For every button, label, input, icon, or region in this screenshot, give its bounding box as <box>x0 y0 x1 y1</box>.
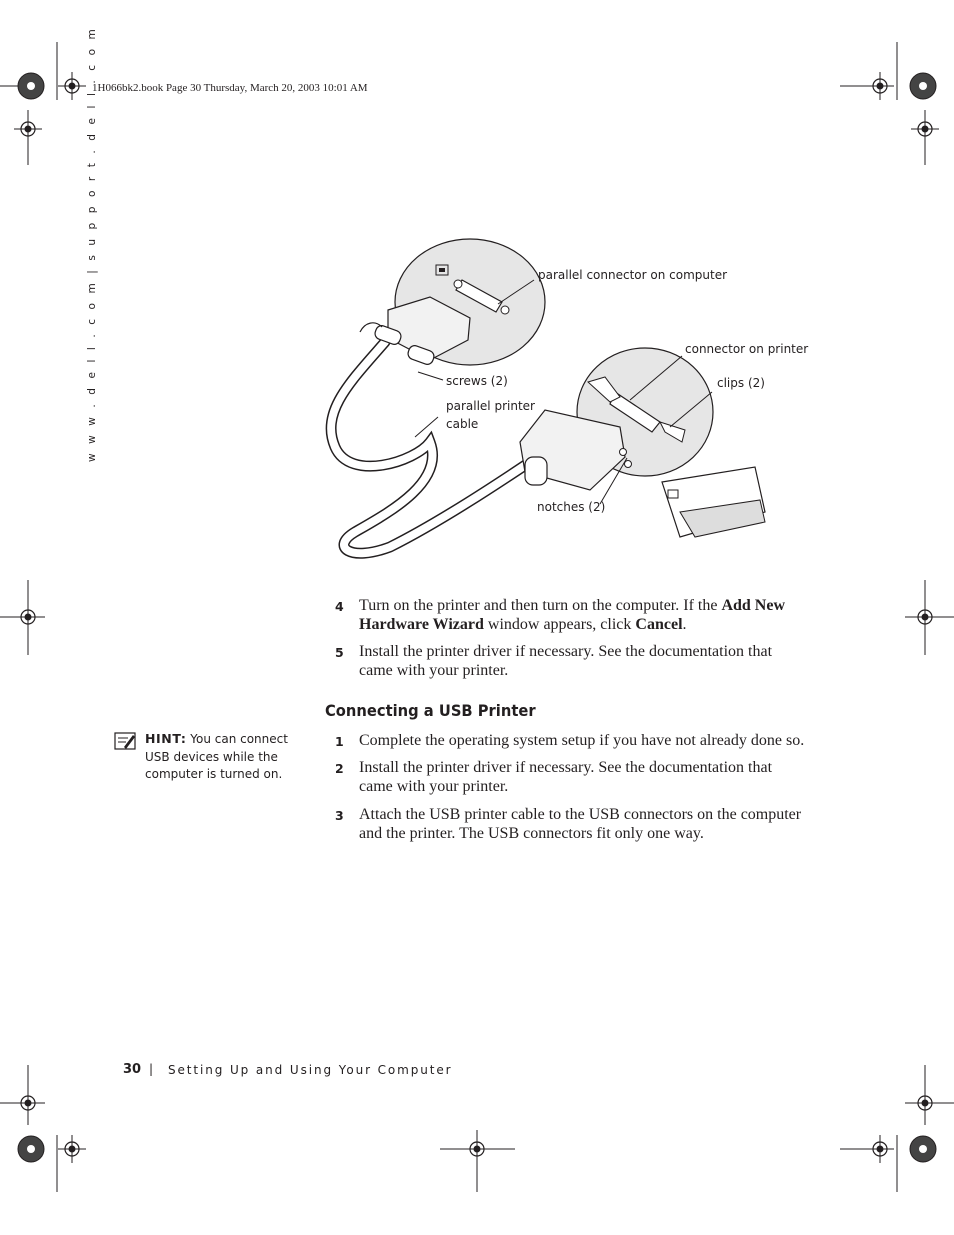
page-number: 30 <box>123 1062 142 1077</box>
step-text: Install the printer driver if necessary. See the documentation that came with your printer. <box>359 643 773 679</box>
label-cable-line2: cable <box>446 417 479 431</box>
step-text: Complete the operating system setup if you have not already done so. <box>359 732 805 749</box>
label-screws: screws (2) <box>446 374 508 388</box>
label-connector-on-printer: connector on printer <box>685 342 809 356</box>
hint-label: HINT: <box>145 731 187 746</box>
step-text-part: Turn on the printer and then turn on the computer. If the <box>359 597 722 614</box>
step-text-part: window appears, click <box>483 616 636 633</box>
sidebar-url: w w w . d e l l . c o m | s u p p o r t . d e l l . c o m <box>86 26 98 462</box>
label-cable-line1: parallel printer <box>446 399 535 413</box>
footer-separator: | <box>149 1062 154 1076</box>
step-number: 1 <box>335 734 344 749</box>
step-text <box>359 596 805 634</box>
parallel-printer-diagram <box>320 232 820 562</box>
hint-text: You can connect USB devices while the computer is turned on. <box>145 732 288 781</box>
usb-step-3 <box>335 805 805 843</box>
label-parallel-connector-computer: parallel connector on computer <box>538 268 728 282</box>
chapter-title: Setting Up and Using Your Computer <box>168 1063 453 1077</box>
step-5 <box>335 642 805 680</box>
hint-note <box>145 730 305 784</box>
label-notches: notches (2) <box>537 500 606 514</box>
step-number: 4 <box>335 599 344 614</box>
pencil-note-icon <box>114 732 136 750</box>
usb-step-2 <box>335 758 805 796</box>
step-number: 3 <box>335 808 344 823</box>
print-slug: 1H066bk2.book Page 30 Thursday, March 20, 2003 10:01 AM <box>92 82 368 94</box>
label-clips: clips (2) <box>717 376 765 390</box>
wizard-name: Add New Hardware Wizard <box>359 597 786 633</box>
step-4 <box>335 596 805 634</box>
section-title: Connecting a USB Printer <box>325 701 536 720</box>
usb-step-1 <box>335 731 805 750</box>
step-text: Attach the USB printer cable to the USB connectors on the computer and the printer. The USB connectors fit only one way. <box>359 806 802 842</box>
step-number: 2 <box>335 761 344 776</box>
printer-icon <box>662 467 765 537</box>
step-text: Install the printer driver if necessary. See the documentation that came with your printer. <box>359 759 773 795</box>
step-number: 5 <box>335 645 344 660</box>
step-text-part: . <box>682 616 687 633</box>
cancel-label: Cancel <box>635 616 683 633</box>
